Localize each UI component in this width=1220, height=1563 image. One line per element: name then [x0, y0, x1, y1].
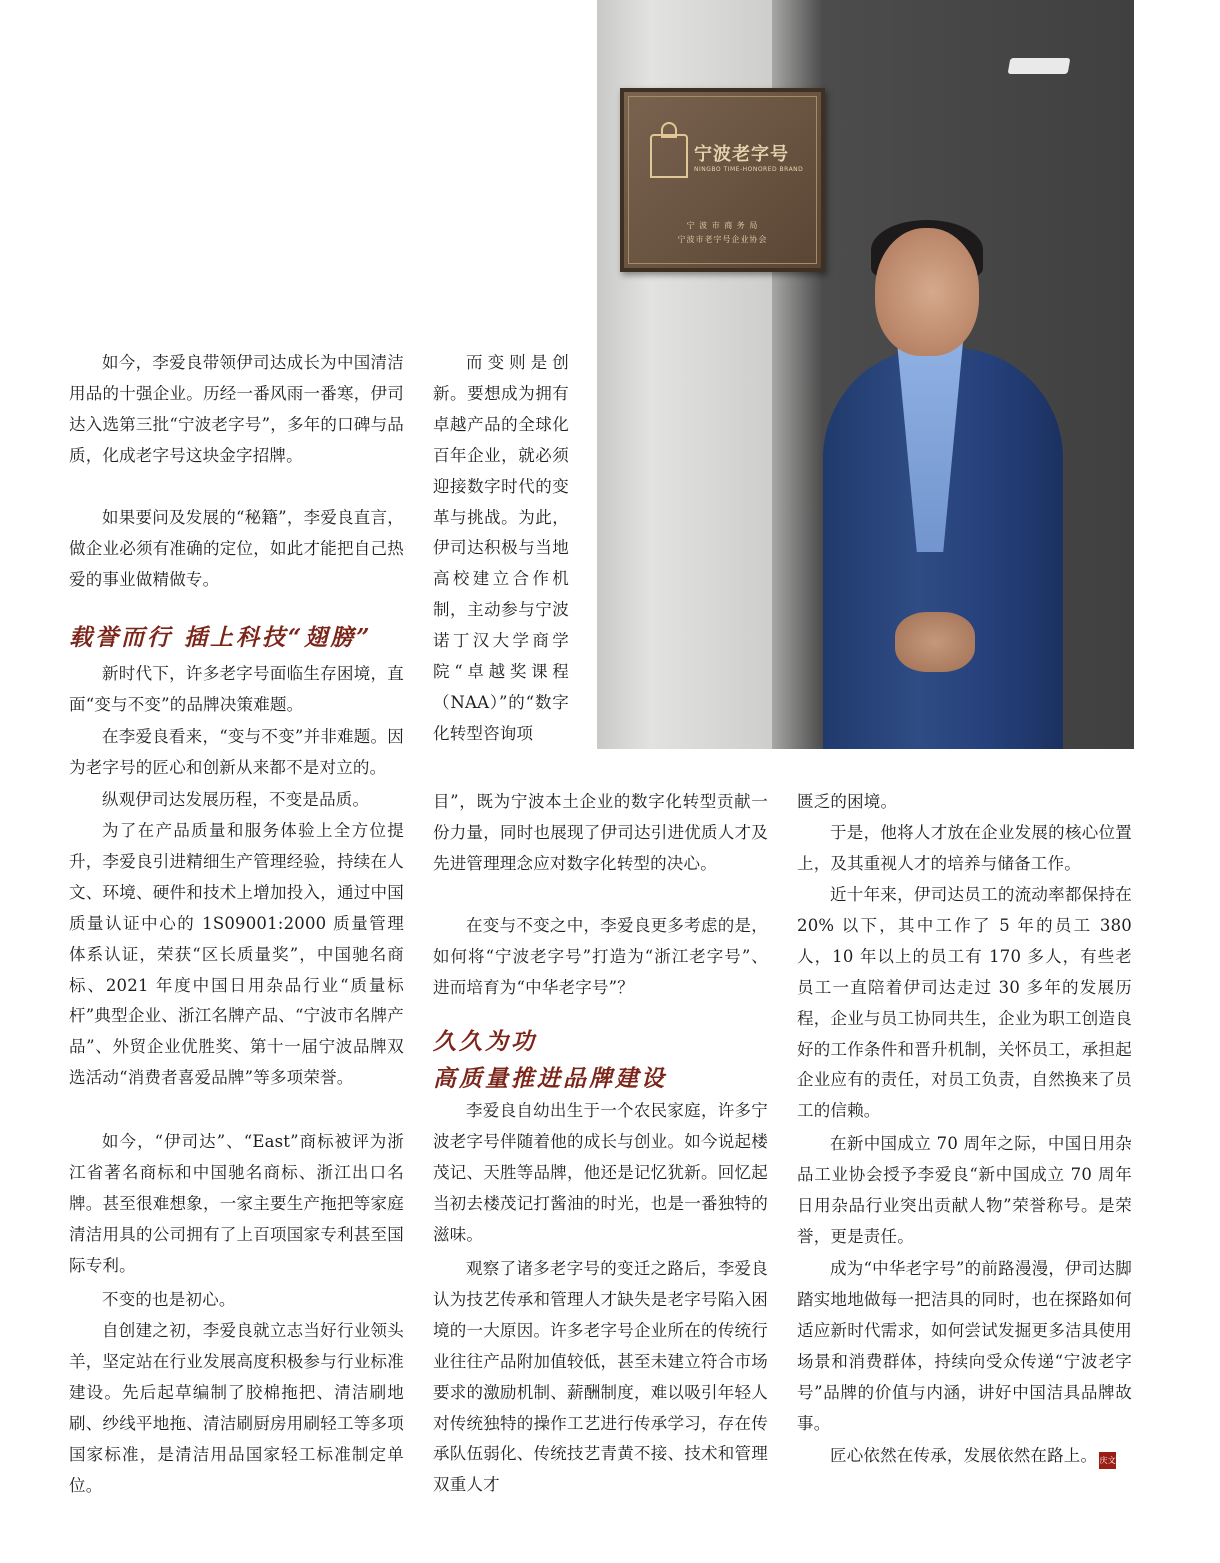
- col1-paragraph-5: 纵观伊司达发展历程，不变是品质。: [102, 790, 370, 809]
- col2-paragraph-1a: 而变则是创新。要想成为拥有卓越产品的全球化百年企业，就必须迎接数字时代的变革与挑战。为此，伊司达积极与当地高校建立合作机制，主动参与宁波诺丁汉大学商学院“卓越奖课程（NAA）”的“数字化转型咨询项: [433, 353, 569, 743]
- man-hands: [895, 612, 975, 672]
- col1-paragraph-3: 新时代下，许多老字号面临生存困境，直面“变与不变”的品牌决策难题。: [69, 664, 404, 714]
- col2-paragraph-1b: 目”，既为宁波本土企业的数字化转型贡献一份力量，同时也展现了伊司达引进优质人才及先进管理理念应对数字化转型的决心。: [433, 792, 768, 873]
- col1-paragraph-8: 不变的也是初心。: [102, 1290, 236, 1309]
- hero-photo: [597, 0, 1134, 749]
- plaque-logo-icon: [650, 134, 688, 178]
- plaque-subtitle: NINGBO TIME-HONORED BRAND: [694, 166, 804, 173]
- end-mark-seal: 庆文: [1099, 1452, 1116, 1469]
- ceiling-light: [1008, 58, 1071, 74]
- plaque-org-1: 宁 波 市 商 务 局: [686, 221, 759, 230]
- closing-sentence: 匠心依然在传承，发展依然在路上。: [830, 1446, 1098, 1465]
- col1-paragraph-6: 为了在产品质量和服务体验上全方位提升，李爱良引进精细生产管理经验，持续在人文、环境、硬件和技术上增加投入，通过中国质量认证中心的 1S09001:2000 质量管理体系认证，荣获“区长质量奖”，中国驰名商标、2021 年度中国日用杂品行业“质量标杆”典型企业、浙江名牌产品、“宁波市名牌产品”、外贸企业优胜奖、第十一届宁波品牌双选活动“消费者喜爱品牌”等多项荣誉。: [69, 821, 404, 1088]
- section-heading-2-line-2: 高质量推进品牌建设: [433, 1065, 667, 1092]
- col3-paragraph-0: 匮乏的困境。: [797, 792, 898, 811]
- col1-paragraph-9: 自创建之初，李爱良就立志当好行业领头羊，坚定站在行业发展高度积极参与行业标准建设。先后起草编制了胶棉拖把、清洁刷地刷、纱线平地拖、清洁刷厨房用刷轻工等多项国家标准，是清洁用品国家轻工标准制定单位。: [69, 1321, 404, 1495]
- section-heading-1: 载誉而行 插上科技“翅膀”: [69, 624, 373, 651]
- plaque-title: 宁波老字号: [694, 144, 789, 165]
- col3-paragraph-4: 成为“中华老字号”的前路漫漫，伊司达脚踏实地地做每一把洁具的同时，也在探路如何适应新时代需求，如何尝试发掘更多洁具使用场景和消费群体，持续向受众传递“宁波老字号”品牌的价值与内涵，讲好中国洁具品牌故事。: [797, 1259, 1132, 1433]
- honor-plaque: [620, 88, 825, 272]
- col2-paragraph-4: 观察了诸多老字号的变迁之路后，李爱良认为技艺传承和管理人才缺失是老字号陷入困境的一大原因。许多老字号企业所在的传统行业往往产品附加值较低，甚至未建立符合市场要求的激励机制、薪酬制度，难以吸引年轻人对传统独特的操作工艺进行传承学习，存在传承队伍弱化、传统技艺青黄不接、技术和管理双重人才: [433, 1259, 768, 1495]
- col3-paragraph-2: 近十年来，伊司达员工的流动率都保持在 20% 以下，其中工作了 5 年的员工 380 人，10 年以上的员工有 170 多人，有些老员工一直陪着伊司达走过 30 多年的发展历程，企业与员工协同共生，企业为职工创造良好的工作条件和晋升机制，关怀员工，承担起企业应有的责任，对员工负责，自然换来了员工的信赖。: [797, 885, 1132, 1121]
- col1-paragraph-4: 在李爱良看来，“变与不变”并非难题。因为老字号的匠心和创新从来都不是对立的。: [69, 727, 404, 777]
- col2-paragraph-3: 李爱良自幼出生于一个农民家庭，许多宁波老字号伴随着他的成长与创业。如今说起楼茂记、天胜等品牌，他还是记忆犹新。回忆起当初去楼茂记打酱油的时光，也是一番独特的滋味。: [433, 1101, 768, 1244]
- col1-paragraph-2: 如果要问及发展的“秘籍”，李爱良直言，做企业必须有准确的定位，如此才能把自己热爱的事业做精做专。: [69, 508, 404, 589]
- section-heading-2-line-1: 久久为功: [433, 1028, 537, 1055]
- plaque-org-2: 宁波市老字号企业协会: [677, 235, 768, 244]
- man-face: [875, 228, 979, 356]
- col2-paragraph-2: 在变与不变之中，李爱良更多考虑的是，如何将“宁波老字号”打造为“浙江老字号”、进而培育为“中华老字号”？: [433, 916, 768, 997]
- col3-paragraph-1: 于是，他将人才放在企业发展的核心位置上，及其重视人才的培养与储备工作。: [797, 823, 1132, 873]
- col3-paragraph-3: 在新中国成立 70 周年之际，中国日用杂品工业协会授予李爱良“新中国成立 70 周年日用杂品行业突出贡献人物”荣誉称号。是荣誉，更是责任。: [797, 1134, 1132, 1246]
- col3-paragraph-5: [797, 1441, 1132, 1472]
- col1-paragraph-1: 如今，李爱良带领伊司达成长为中国清洁用品的十强企业。历经一番风雨一番寒，伊司达入选第三批“宁波老字号”，多年的口碑与品质，化成老字号这块金字招牌。: [69, 353, 404, 465]
- col1-paragraph-7: 如今，“伊司达”、“East”商标被评为浙江省著名商标和中国驰名商标、浙江出口名牌。甚至很难想象，一家主要生产拖把等家庭清洁用具的公司拥有了上百项国家专利甚至国际专利。: [69, 1132, 404, 1275]
